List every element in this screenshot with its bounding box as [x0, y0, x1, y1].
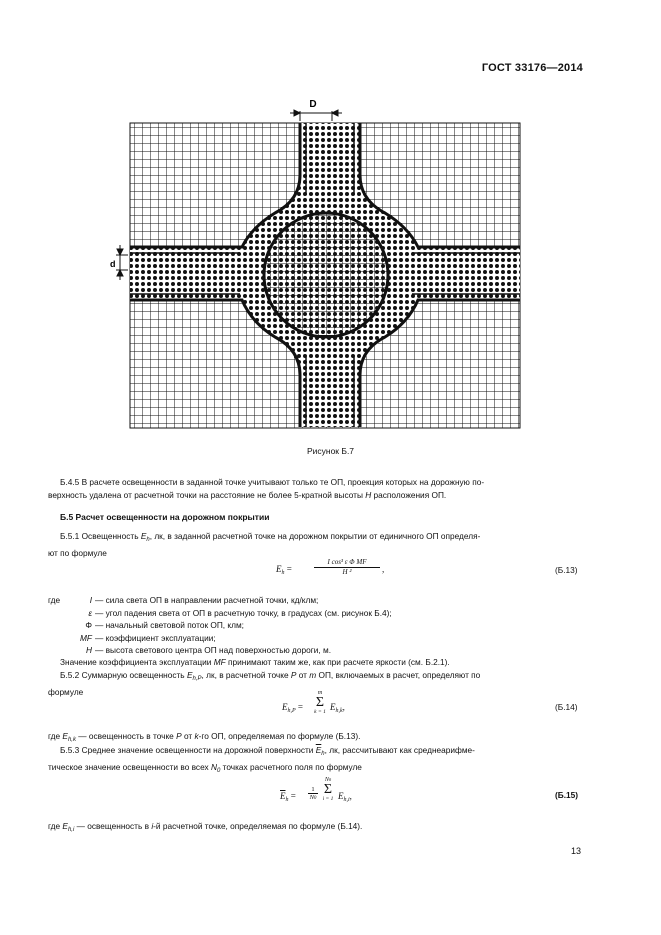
formula-b15-number: (Б.15) [555, 790, 579, 800]
paragraph-b45 [48, 476, 588, 502]
formula-b13-number: (Б.13) [555, 565, 578, 575]
p-b45-line2: верхность удалена от расчетной точки на расстояние не более 5-кратной высоты H расположения ОП. [48, 490, 447, 500]
p-b53-line2: тическое значение освещенности во всех $N_0$ точках расчетного поля по формуле [48, 762, 362, 774]
legend-item-epsilon: ε — угол падения света от ОП в расчетную точку, в градусах (см. рисунок Б.4); [88, 607, 392, 618]
legend-list [48, 594, 608, 657]
legend-where: где [48, 595, 61, 605]
paragraph-ehi: где $E_{h,i}$ — освещенность в i-й расчетной точке, определяемая по формуле (Б.14). [48, 821, 363, 833]
page-number: 13 [570, 846, 581, 856]
legend-item-MF: MF — коэффициент эксплуатации; [80, 632, 216, 643]
formula-b15: $\overline{E}_h$ = 1 N0 N0 Σ i = 1 $E_{h,i}$, [280, 777, 352, 803]
p-b53-line1: Б.5.3 Среднее значение освещенности на дорожной поверхности $\overline{E}_h$, лк, рассчитывают как среднеарифме- [60, 745, 475, 757]
legend-item-phi: Φ — начальный световой поток ОП, клм; [85, 620, 244, 631]
dimension-d [116, 245, 128, 280]
paragraph-b53 [48, 744, 593, 778]
p-b52-line2: формуле [48, 687, 84, 697]
figure-caption: Рисунок Б.7 [306, 446, 355, 456]
legend-item-H: H — высота светового центра ОП над поверхностью дороги, м. [86, 645, 332, 656]
standard-header: ГОСТ 33176—2014 [481, 62, 583, 74]
roundabout-figure [110, 95, 530, 430]
label-d: d [110, 259, 116, 269]
p-b52-line1: Б.5.2 Суммарную освещенность $E_{h,P}$, лк, в расчетной точке P от m ОП, включаемых в расчет, определяют по [60, 670, 481, 682]
p-b45-line1: Б.4.5 В расчете освещенности в заданной точке учитывают только те ОП, проекция которых на дорожную по- [60, 477, 485, 487]
paragraph-b51 [48, 530, 588, 560]
formula-b14-number: (Б.14) [555, 702, 578, 712]
central-island [264, 213, 388, 337]
label-D: D [309, 99, 317, 110]
dimension-D [290, 110, 342, 121]
legend-item-I: I — сила света ОП в направлении расчетной точки, кд/клм; [89, 595, 319, 605]
p-b51-line2: ют по формуле [48, 548, 107, 558]
paragraph-ehk: где $E_{h,k}$ — освещенность в точке P от k-го ОП, определяемая по формуле (Б.13). [48, 731, 361, 743]
section-title: Б.5 Расчет освещенности на дорожном покрытии [60, 512, 270, 522]
formula-b14: $E_{h,P}$ = m Σ k = 1 $E_{h,k}$, [282, 690, 345, 715]
p-b51-line1: Б.5.1 Освещенность $E_h$, лк, в заданной расчетной точке на дорожном покрытии от единичного ОП определя- [60, 531, 481, 543]
paragraph-mf: Значение коэффициента эксплуатации MF принимают таким же, как при расчете яркости (см. Б.2.1). [60, 657, 450, 667]
